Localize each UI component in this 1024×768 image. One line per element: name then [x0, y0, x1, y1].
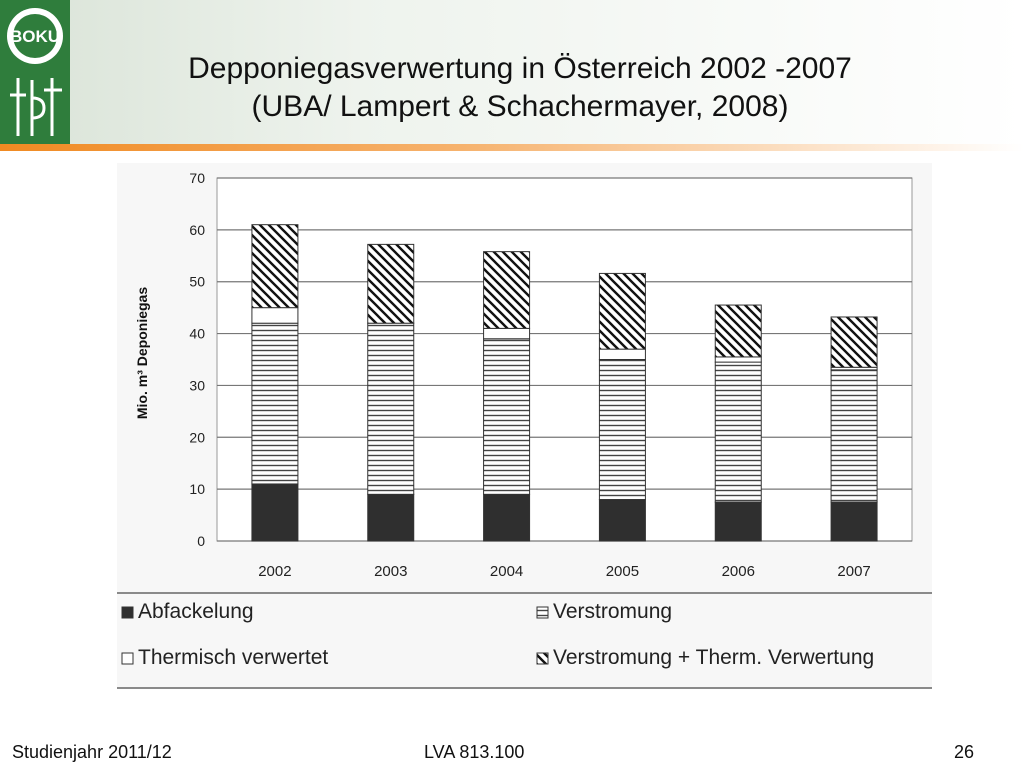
boku-logo-icon	[0, 0, 70, 144]
x-tick-label: 2004	[489, 563, 524, 580]
footer-page-number: 26	[954, 742, 975, 762]
bar-segment	[252, 225, 298, 308]
logo	[0, 0, 70, 144]
y-tick-label: 70	[189, 170, 205, 186]
bar-segment	[831, 370, 877, 502]
y-tick-label: 50	[189, 273, 205, 290]
bar-segment	[252, 308, 298, 324]
y-tick-label: 0	[197, 533, 205, 549]
footer-year: Studienjahr 2011/12	[12, 742, 172, 762]
bar-segment	[252, 484, 298, 541]
bar-segment	[599, 273, 645, 349]
bar-segment	[599, 500, 645, 541]
legend-label: Verstromung	[553, 600, 673, 623]
legend-label: Thermisch verwertet	[138, 646, 329, 669]
legend-swatch	[122, 653, 133, 664]
bar-segment	[715, 362, 761, 502]
bar-segment	[831, 502, 877, 541]
chart-container	[117, 163, 932, 689]
x-tick-label: 2006	[721, 563, 755, 580]
bar-segment	[715, 305, 761, 357]
bar-segment	[715, 502, 761, 541]
legend-swatch	[537, 653, 548, 664]
title-line-2: (UBA/ Lampert & Schachermayer, 2008)	[251, 90, 789, 123]
y-tick-label: 10	[189, 481, 205, 498]
y-axis-label: Mio. m³ Deponiegas	[134, 286, 150, 420]
bar-segment	[484, 328, 530, 338]
legend-swatch	[537, 607, 548, 618]
legend-label: Verstromung + Therm. Verwertung	[553, 646, 875, 669]
y-tick-label: 30	[189, 377, 205, 394]
bar-segment	[599, 360, 645, 500]
bar-segment	[368, 323, 414, 494]
bar-segment	[599, 349, 645, 359]
bar-segment	[484, 252, 530, 329]
bar-segment	[715, 357, 761, 362]
footer-course: LVA 813.100	[424, 742, 525, 762]
legend-swatch	[122, 607, 133, 618]
x-tick-label: 2002	[258, 563, 292, 580]
legend-label: Abfackelung	[138, 600, 254, 623]
logo-text: BOKU	[9, 27, 61, 46]
bar-segment	[368, 494, 414, 541]
plot-area	[217, 178, 912, 541]
y-tick-label: 40	[189, 325, 205, 342]
x-tick-label: 2003	[374, 563, 408, 580]
footer	[0, 740, 1024, 768]
bar-segment	[252, 323, 298, 484]
bar-chart	[117, 163, 932, 689]
bar-segment	[831, 317, 877, 367]
header-accent-line	[0, 144, 1024, 151]
bar-segment	[368, 244, 414, 323]
y-tick-label: 60	[189, 221, 205, 238]
bar-segment	[484, 494, 530, 541]
x-tick-label: 2007	[837, 563, 871, 580]
y-tick-label: 20	[189, 429, 205, 446]
x-tick-label: 2005	[605, 563, 640, 580]
bar-segment	[484, 339, 530, 495]
title-line-1: Depponiegasverwertung in Österreich 2002 -2007	[188, 52, 852, 85]
slide-title	[120, 50, 920, 126]
